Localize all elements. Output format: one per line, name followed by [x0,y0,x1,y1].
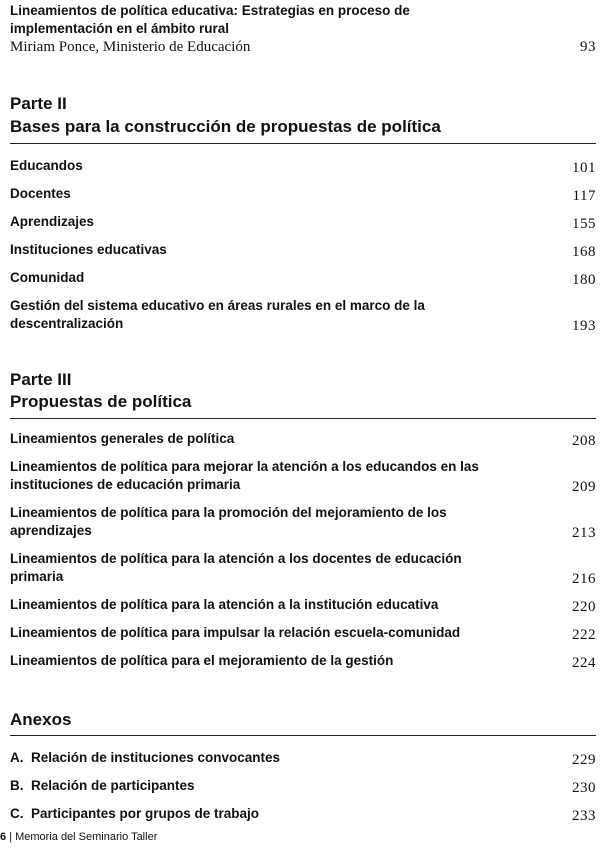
divider [10,143,596,144]
toc-entry [10,269,600,289]
entry-page: 209 [572,479,596,495]
entry-title: C. Participantes por grupos de trabajo [10,806,260,821]
toc-entry [10,624,600,644]
footer-text: Memoria del Seminario Taller [15,831,158,843]
entry-title: Lineamientos de política para impulsar la relación escuela-comunidad [10,625,461,640]
footer-page-number: 6 [0,831,7,843]
entry-page: 224 [572,655,596,671]
entry-title: Lineamientos de política para la atención a los docentes de educación primaria [10,551,462,584]
divider [10,735,596,736]
divider [10,418,596,419]
toc-entry [10,749,600,769]
part-title: Propuestas de política [10,392,192,411]
footer-separator: | [9,831,13,843]
toc-entry [10,458,600,496]
toc-entry [10,652,600,672]
entry-page: 180 [572,272,596,288]
entry-title: Educandos [10,158,83,173]
entry-page: 117 [572,188,596,204]
toc-entry [10,430,600,450]
entry-title: Lineamientos de política para mejorar la atención a los educandos en las instituciones de educación primaria [10,459,479,492]
entry-page: 216 [572,571,596,587]
entry-author: Miriam Ponce, Ministerio de Educación [10,39,251,55]
toc-entry [10,550,600,588]
toc-entry [10,213,600,233]
page-footer [0,831,157,843]
entry-title: A. Relación de instituciones convocantes [10,750,281,765]
entry-title: Lineamientos de política para la promoción del mejoramiento de los aprendizajes [10,505,447,538]
toc-entry [10,297,600,335]
part-label: Parte II [10,94,67,113]
toc-entry [10,185,600,205]
toc-entry [10,805,600,825]
entry-page: 193 [572,318,596,334]
entry-title: B. Relación de participantes [10,778,195,793]
toc-entry [10,2,600,58]
entry-title: Aprendizajes [10,214,95,229]
part-title: Bases para la construcción de propuestas de política [10,117,441,136]
part-label: Parte III [10,370,72,389]
entry-page: 233 [572,808,596,824]
annexes-title: Anexos [10,710,72,729]
entry-title: Instituciones educativas [10,242,167,257]
entry-page: 93 [580,39,596,55]
entry-page: 229 [572,752,596,768]
entry-title: Lineamientos de política educativa: Estrategias en proceso de implementación en el ámbito rural [10,3,410,36]
entry-title: Gestión del sistema educativo en áreas rurales en el marco de la descentralización [10,298,425,331]
entry-page: 168 [572,244,596,260]
entry-page: 222 [572,627,596,643]
entry-page: 155 [572,216,596,232]
toc-entry [10,241,600,261]
entry-page: 220 [572,599,596,615]
toc-entry [10,504,600,542]
entry-title: Lineamientos generales de política [10,431,235,446]
toc-entry [10,596,600,616]
entry-page: 213 [572,525,596,541]
entry-page: 208 [572,433,596,449]
toc-entry [10,777,600,797]
toc-entry [10,157,600,177]
entry-title: Lineamientos de política para el mejoramiento de la gestión [10,653,394,668]
entry-page: 230 [572,780,596,796]
entry-page: 101 [572,160,596,176]
entry-title: Docentes [10,186,71,201]
entry-title: Comunidad [10,270,85,285]
entry-title: Lineamientos de política para la atención a la institución educativa [10,597,439,612]
